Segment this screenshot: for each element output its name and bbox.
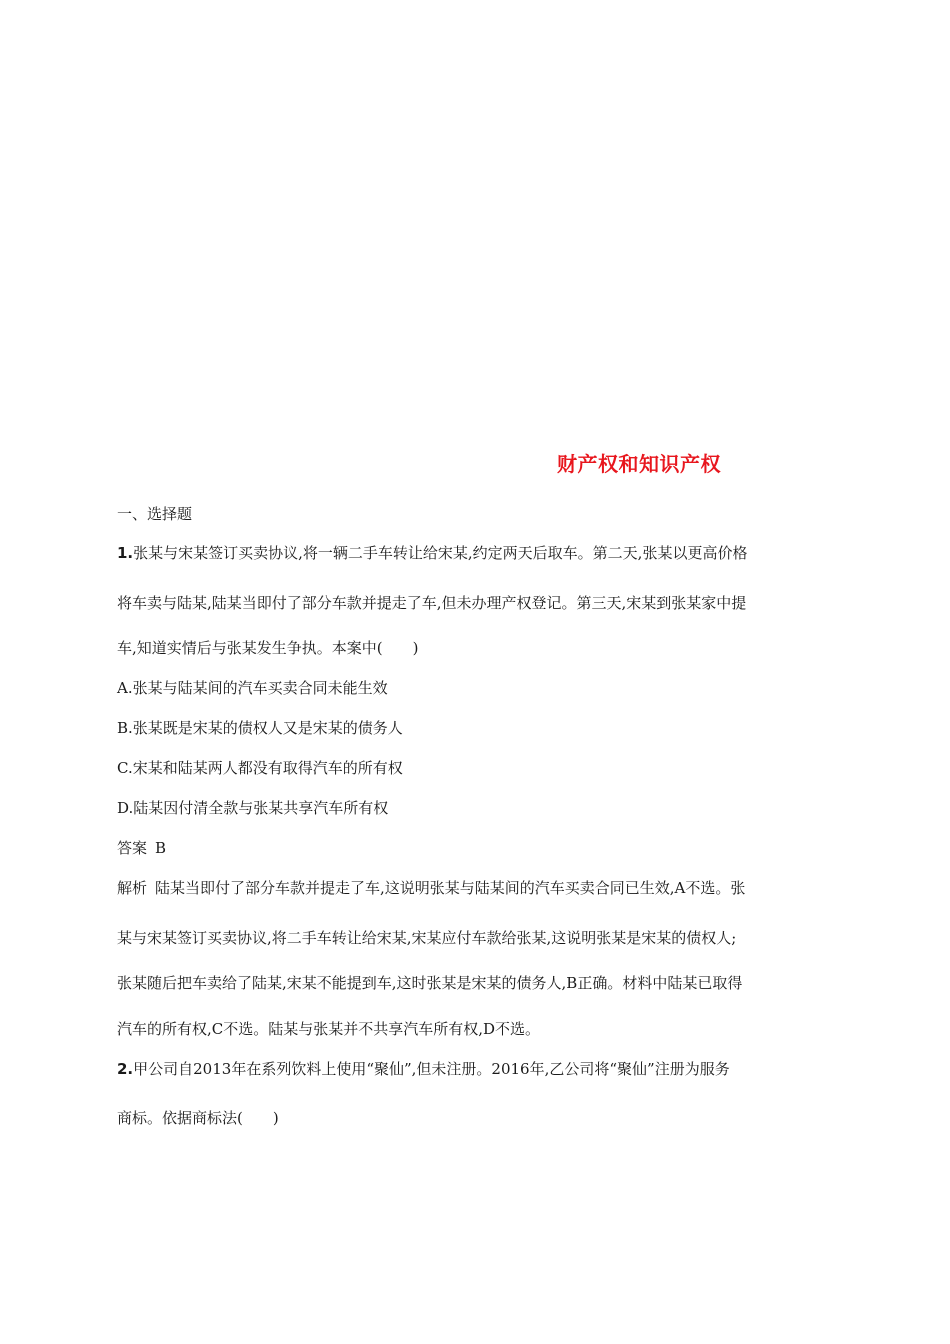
question-1-stem-line-1 [117,543,747,563]
analysis-line-4: 汽车的所有权,C不选。陆某与张某并不共享汽车所有权,D不选。 [117,1020,541,1038]
answer-line [117,838,166,858]
question-1-stem-line-2: 将车卖与陆某,陆某当即付了部分车款并提走了车,但未办理产权登记。第三天,宋某到张某家中提 [117,594,747,612]
analysis-text: 陆某当即付了部分车款并提走了车,这说明张某与陆某间的汽车买卖合同已生效,A不选。张 [155,879,746,897]
option-a: A.张某与陆某间的汽车买卖合同未能生效 [117,679,388,697]
question-number: 1. [117,544,134,562]
analysis-line-3: 张某随后把车卖给了陆某,宋某不能提到车,这时张某是宋某的债务人,B正确。材料中陆某已取得 [117,974,743,992]
option-b: B.张某既是宋某的债权人又是宋某的债务人 [117,719,403,737]
question-1-stem-line-3: 车,知道实情后与张某发生争执。本案中( ) [117,639,419,657]
question-2-stem-line-1 [117,1059,730,1079]
analysis-line-1 [117,878,745,898]
option-d: D.陆某因付清全款与张某共享汽车所有权 [117,799,389,817]
analysis-label: 解析 [117,879,148,897]
question-2-stem-line-2: 商标。依据商标法( ) [117,1109,279,1127]
option-c: C.宋某和陆某两人都没有取得汽车的所有权 [117,759,403,777]
question-stem-text: 甲公司自2013年在系列饮料上使用“聚仙”,但未注册。2016年,乙公司将“聚仙”注册为服务 [133,1060,730,1078]
analysis-line-2: 某与宋某签订买卖协议,将二手车转让给宋某,宋某应付车款给张某,这说明张某是宋某的债权人; [117,929,737,947]
section-heading: 一、选择题 [117,505,193,523]
question-stem-text: 张某与宋某签订买卖协议,将一辆二手车转让给宋某,约定两天后取车。第二天,张某以更高价格 [133,544,748,562]
page-title: 财产权和知识产权 [557,452,721,476]
question-number: 2. [117,1060,134,1078]
answer-value: B [155,839,167,857]
answer-label: 答案 [117,839,148,857]
